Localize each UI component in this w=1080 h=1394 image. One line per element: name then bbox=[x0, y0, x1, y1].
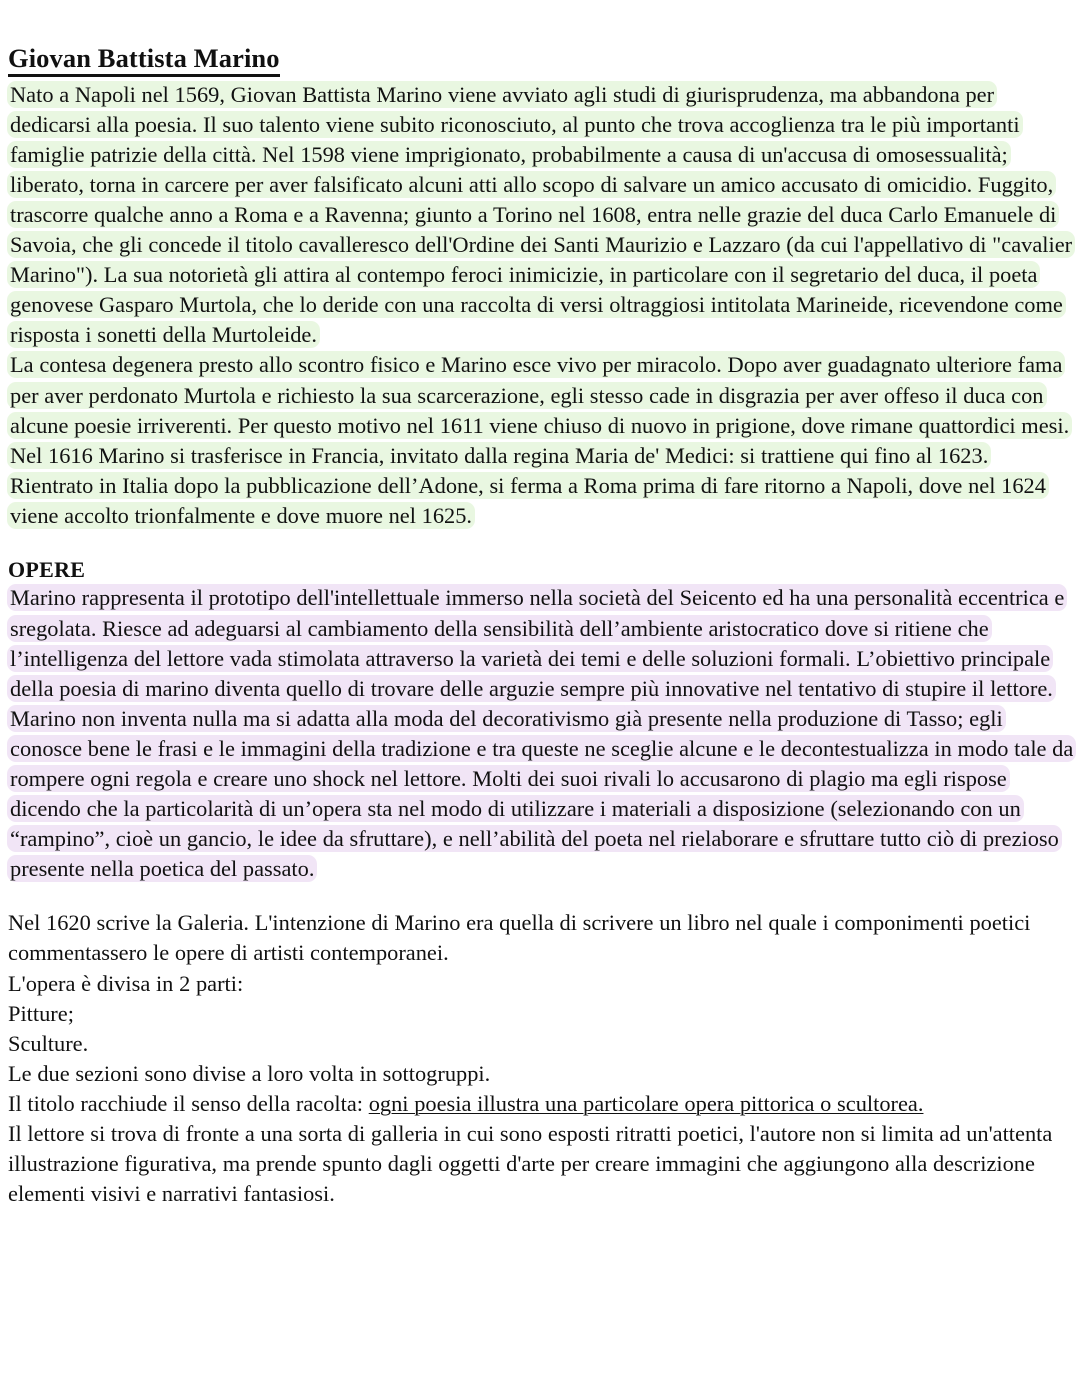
highlighted-text-green: Nato a Napoli nel 1569, Giovan Battista Marino viene avviato agli studi di giurisprudenza, ma abbandona per dedicarsi alla poesia. Il suo talento viene subito riconosciuto, al punto che trova accoglienza tra le più importanti famiglie patrizie della città. Nel 1598 viene imprigionato, probabilmente a causa di un'accusa di omosessualità; liberato, torna in carcere per aver falsificato alcuni atti allo scopo di salvare un amico accusato di omicidio. Fuggito, trascorre qualche anno a Roma e a Ravenna; giunto a Torino nel 1608, entra nelle grazie del duca Carlo Emanuele di Savoia, che gli concede il titolo cavalleresco dell'Ordine dei Santi Maurizio e Lazzaro (da cui l'appellativo di "cavalier Marino"). La sua notorietà gli attira al contempo feroci inimicizie, in particolare con il segretario del duca, il poeta genovese Gasparo Murtola, che lo deride con una raccolta di versi oltraggiosi intitolata Marineide, ricevendone come risposta i sonetti della Murtoleide. bbox=[7, 81, 1075, 349]
section-heading-opere: OPERE bbox=[8, 557, 86, 583]
galeria-closing: Il lettore si trova di fronte a una sorta di galleria in cui sono esposti ritratti poetici, l'autore non si limita ad un'attenta illustrazione figurativa, ma prende spunto dagli oggetti d'arte per creare immagini che aggiungono alla descrizione elementi visivi e narrativi fantasiosi. bbox=[8, 1121, 1053, 1207]
galeria-part-pitture: Pitture; bbox=[8, 1000, 74, 1026]
section-spacer bbox=[8, 531, 1074, 557]
galeria-parts-label: L'opera è divisa in 2 parti: bbox=[8, 970, 244, 996]
highlighted-text-purple: Marino rappresenta il prototipo dell'intellettuale immerso nella società del Seicento ed ha una personalità eccentrica e sregolata. Riesce ad adeguarsi al cambiamento della sensibilità dell’ambiente aristocratico dove si ritiene che l’intelligenza del lettore vada stimolata attraverso la varietà dei temi e delle soluzioni formali. L’obiettivo principale della poesia di marino diventa quello di trovare delle arguzie sempre più innovative nel tentativo di stupire il lettore. Marino non inventa nulla ma si adatta alla moda del decorativismo già presente nella produzione di Tasso; egli conosce bene le frasi e le immagini della tradizione e tra queste ne sceglie alcune e le decontestualizza in modo tale da rompere ogni regola e creare uno shock nel lettore. Molti dei suoi rivali lo accusarono di plagio ma egli rispose dicendo che la particolarità di un’opera sta nel modo di utilizzare i materiali a disposizione (selezionando con un “rampino”, cioè un gancio, le idee da sfruttare), e nell’abilità del poeta nel rielaborare e sfruttare tutto ciò di prezioso presente nella poetica del passato. bbox=[7, 584, 1076, 882]
galeria-subgroups: Le due sezioni sono divise a loro volta in sottogruppi. bbox=[8, 1060, 491, 1086]
galeria-title-meaning bbox=[8, 1089, 1074, 1119]
page-title: Giovan Battista Marino bbox=[8, 44, 280, 77]
biography-paragraph-2 bbox=[8, 350, 1074, 531]
section-spacer bbox=[8, 884, 1074, 908]
highlighted-text-green: La contesa degenera presto allo scontro fisico e Marino esce vivo per miracolo. Dopo aver guadagnato ulteriore fama per aver perdonato Murtola e richiesto la sua scarcerazione, egli stesso cade in disgrazia per aver offeso il duca con alcune poesie irriverenti. Per questo motivo nel 1611 viene chiuso di nuovo in prigione, dove rimane quattordici mesi. Nel 1616 Marino si trasferisce in Francia, invitato dalla regina Maria de' Medici: si trattiene qui fino al 1623. Rientrato in Italia dopo la pubblicazione dell’Adone, si ferma a Roma prima di fare ritorno a Napoli, dove nel 1624 viene accolto trionfalmente e dove muore nel 1625. bbox=[7, 351, 1072, 528]
galeria-intro: Nel 1620 scrive la Galeria. L'intenzione di Marino era quella di scrivere un libro nel quale i componimenti poetici commentassero le opere di artisti contemporanei. bbox=[8, 910, 1031, 966]
biography-paragraph-1 bbox=[8, 80, 1074, 351]
opere-paragraph-1 bbox=[8, 583, 1074, 884]
galeria-part-sculture: Sculture. bbox=[8, 1030, 89, 1056]
title-meaning-underlined: ogni poesia illustra una particolare opera pittorica o scultorea. bbox=[368, 1090, 924, 1116]
title-meaning-prefix: Il titolo racchiude il senso della racolta: bbox=[8, 1090, 369, 1116]
